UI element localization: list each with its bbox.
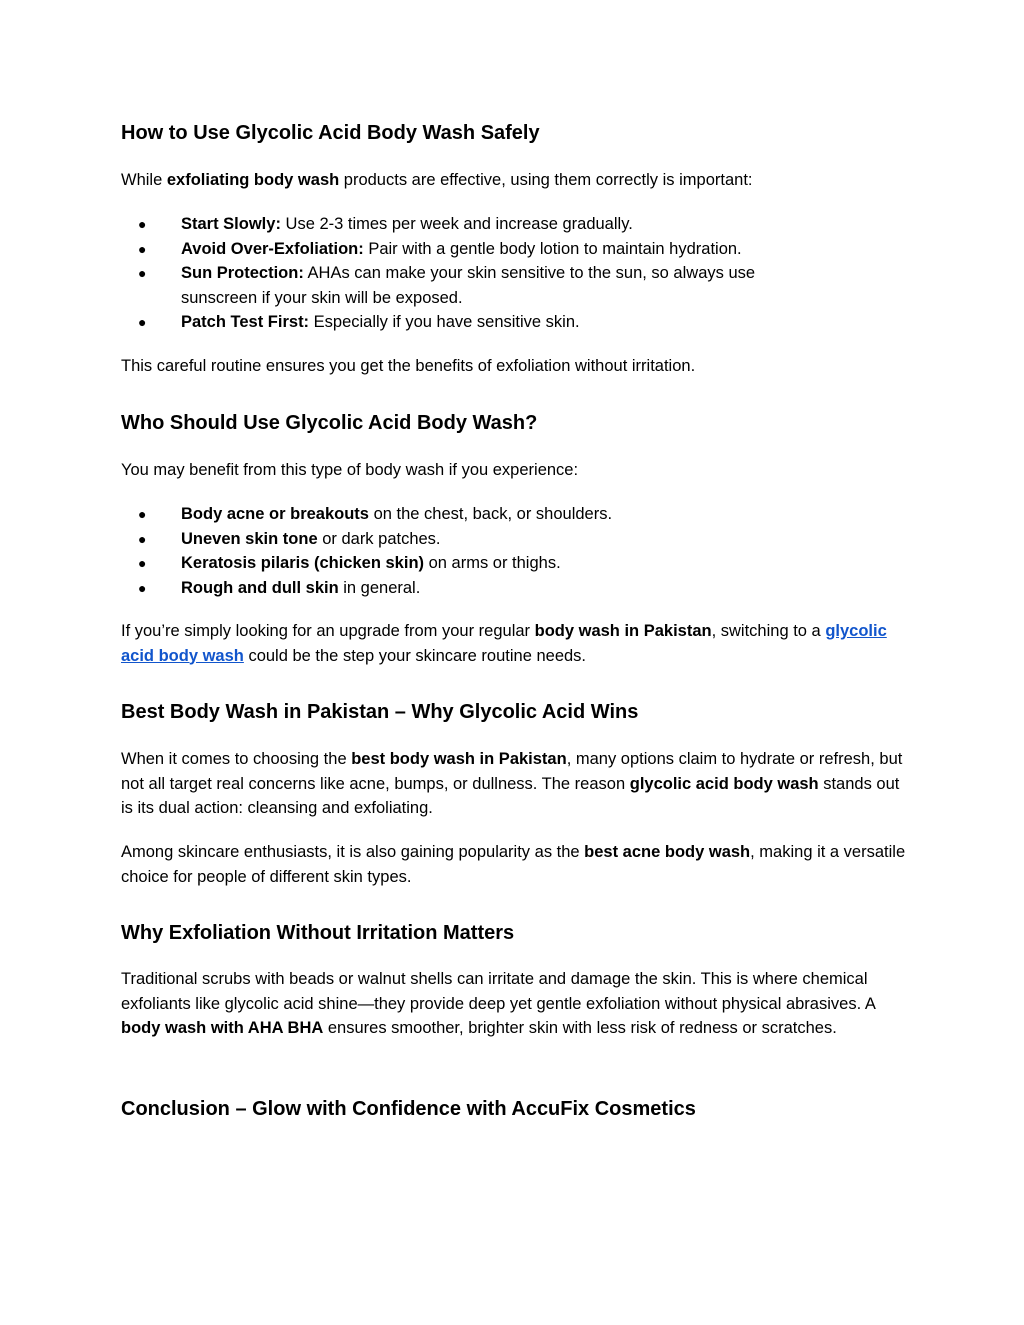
list-item: ● Avoid Over-Exfoliation: Pair with a gentle body lotion to maintain hydration. xyxy=(121,237,831,262)
list-item: ● Body acne or breakouts on the chest, back, or shoulders. xyxy=(121,502,831,527)
closing-paragraph-routine: This careful routine ensures you get the benefits of exfoliation without irritation. xyxy=(121,357,696,375)
bullet-icon: ● xyxy=(138,506,147,522)
list-item: ● Rough and dull skin in general. xyxy=(121,576,831,601)
bullet-icon: ● xyxy=(138,530,147,547)
heading-how-to-use: How to Use Glycolic Acid Body Wash Safely xyxy=(121,122,540,144)
list-item: ● Patch Test First: Especially if you have sensitive skin. xyxy=(121,310,831,335)
paragraph-best-body-wash: When it comes to choosing the best body wash in Pakistan, many options claim to hydrate or refresh, but not all target real concerns like acne, bumps, or dullness. The reason glycolic acid body wash stands out is its dual action: cleansing and exfoliating. xyxy=(121,750,903,817)
bullet-icon: ● xyxy=(138,579,147,596)
bullet-icon: ● xyxy=(138,314,147,330)
list-item: ● Keratosis pilaris (chicken skin) on arms or thighs. xyxy=(121,551,831,576)
glycolic-acid-body-wash-link[interactable]: glycolic acid body wash xyxy=(121,622,887,665)
paragraph-skincare-enthusiasts: Among skincare enthusiasts, it is also gaining popularity as the best acne body wash, making it a versatile choice for people of different skin types. xyxy=(121,843,906,886)
intro-paragraph-benefit: You may benefit from this type of body wash if you experience: xyxy=(121,461,579,479)
heading-who-should-use: Who Should Use Glycolic Acid Body Wash? xyxy=(121,412,538,434)
safe-use-bullet-list xyxy=(121,212,906,335)
list-item: ● Sun Protection: AHAs can make your skin sensitive to the sun, so always use sunscreen if your skin will be exposed. xyxy=(121,261,831,310)
heading-why-exfoliation: Why Exfoliation Without Irritation Matters xyxy=(121,922,515,944)
paragraph-traditional-scrubs: Traditional scrubs with beads or walnut shells can irritate and damage the skin. This is where chemical exfoliants like glycolic acid shine—they provide deep yet gentle exfoliation without physical abrasives. A body wash with AHA BHA ensures smoother, brighter skin with less risk of redness or scratches. xyxy=(121,970,875,1037)
bullet-icon: ● xyxy=(138,265,147,281)
bullet-icon: ● xyxy=(138,240,147,257)
intro-paragraph-safe-use: While exfoliating body wash products are effective, using them correctly is important: xyxy=(121,171,753,189)
benefit-bullet-list xyxy=(121,502,906,600)
list-item: ● Uneven skin tone or dark patches. xyxy=(121,527,831,552)
closing-paragraph-upgrade: If you’re simply looking for an upgrade from your regular body wash in Pakistan, switching to a glycolic acid body wash could be the step your skincare routine needs. xyxy=(121,622,887,665)
heading-conclusion: Conclusion – Glow with Confidence with AccuFix Cosmetics xyxy=(121,1098,696,1120)
heading-best-body-wash: Best Body Wash in Pakistan – Why Glycolic Acid Wins xyxy=(121,701,639,723)
bullet-icon: ● xyxy=(138,216,147,232)
bullet-icon: ● xyxy=(138,555,147,571)
list-item: ● Start Slowly: Use 2-3 times per week and increase gradually. xyxy=(121,212,831,237)
